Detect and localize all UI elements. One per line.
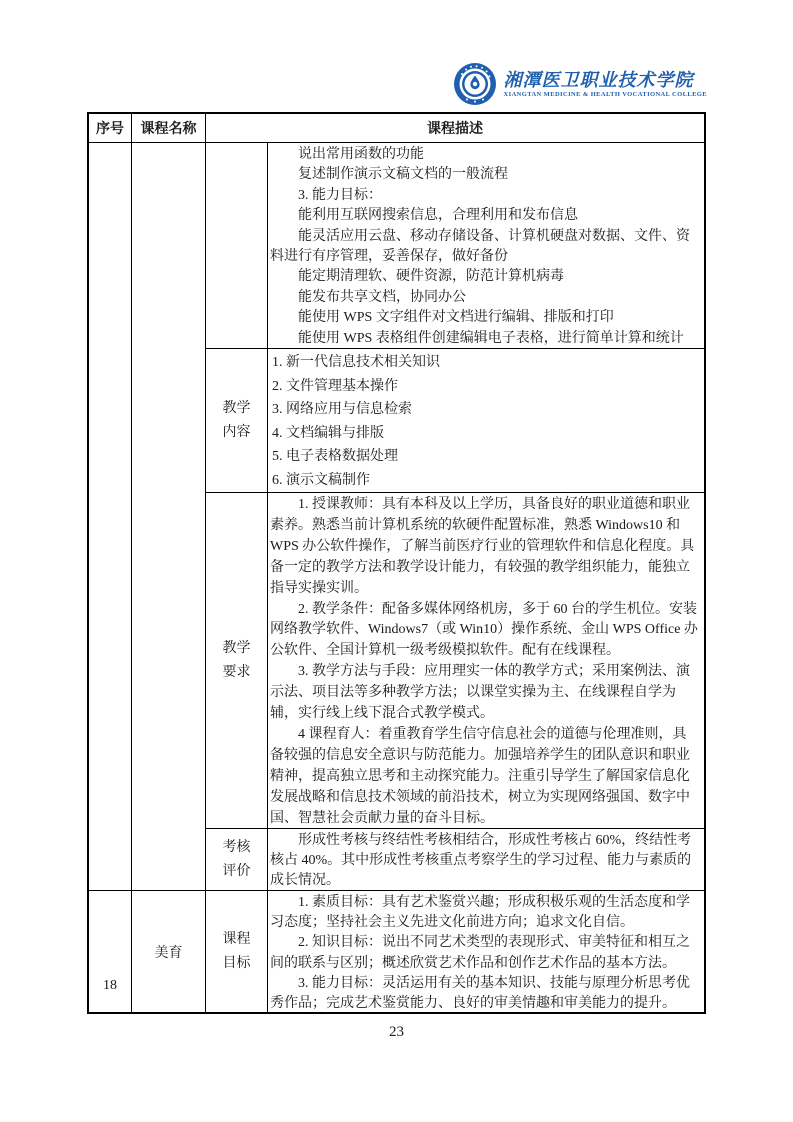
paragraph: 1. 授课教师：具有本科及以上学历，具备良好的职业道德和职业素养。熟悉当前计算机系统的软硬件配置标准，熟悉 Windows10 和 WPS 办公软件操作，了解当前医疗行业的管理软件和信息化程度。具备一定的教学方法和教学设计能力，有较强的教学组织能力，能独立指导实操实训。	[270, 497, 695, 596]
paragraph: 能灵活应用云盘、移动存储设备、计算机硬盘对数据、文件、资料进行有序管理，妥善保存，做好备份	[270, 228, 690, 265]
list-item: 5. 电子表格数据处理	[272, 449, 398, 465]
section-label-text: 教学要求	[222, 640, 251, 680]
college-name-chinese: 湘潭医卫职业技术学院	[503, 69, 694, 90]
college-name-english: XIANGTAN MEDICINE & HEALTH VOCATIONAL COLLEGE	[503, 90, 707, 98]
section-label-text: 考核评价	[222, 839, 251, 879]
course-desc-cell	[206, 891, 704, 1012]
assessment-body	[268, 829, 704, 890]
paragraph: 说出常用函数的功能	[298, 147, 424, 162]
section-goals-continued	[206, 143, 704, 348]
table-row-17-continued	[89, 143, 704, 890]
paragraph: 4 课程育人：着重教育学生信守信息社会的道德与伦理准则，具备较强的信息安全意识与防范能力。加强培养学生的团队意识和职业精神，提高独立思考和主动探究能力。注重引导学生了解国家信息化发展战略和信息技术领域的前沿技术，树立为实现网络强国、数字中国、智慧社会贡献力量的奋斗目标。	[270, 726, 690, 826]
paragraph: 能定期清理软、硬件资源，防范计算机病毒	[298, 269, 564, 285]
list-item: 1. 新一代信息技术相关知识	[272, 355, 440, 370]
section-label-empty	[206, 143, 268, 348]
list-item: 4. 文档编辑与排版	[272, 425, 384, 441]
section-goals-content	[268, 143, 704, 348]
section-label-course-goal	[206, 891, 268, 1012]
paragraph: 2. 教学条件：配备多媒体网络机房，多于 60 台的学生机位。安装网络教学软件、Windows7（或 Win10）操作系统、金山 WPS Office 办公软件、全国计算机一级考级模拟软件。配有在线课程。	[270, 601, 698, 659]
teaching-require-body	[268, 493, 704, 828]
section-label-text: 教学内容	[222, 400, 251, 440]
section-label-teaching-content	[206, 349, 268, 492]
course-name-cell-meiyu: 美育	[132, 891, 206, 1012]
college-logo	[453, 62, 707, 106]
section-course-goal	[206, 891, 704, 1012]
section-teaching-require	[206, 492, 704, 828]
course-desc-cell	[206, 143, 704, 890]
list-item: 3. 网络应用与信息检索	[272, 402, 412, 418]
header-course-desc: 课程描述	[427, 122, 483, 137]
table-header-row	[89, 114, 704, 143]
seq-cell-empty	[89, 143, 132, 890]
paragraph: 能使用 WPS 文字组件对文档进行编辑、排版和打印	[298, 310, 614, 326]
list-item: 2. 文件管理基本操作	[272, 378, 398, 394]
course-goal-body	[268, 891, 704, 1012]
paragraph: 3. 教学方法与手段：应用理实一体的教学方式；采用案例法、演示法、项目法等多种教学方法；以课堂实操为主、在线课程自学为辅，实行线上线下混合式教学模式。	[270, 664, 690, 722]
section-label-assessment	[206, 829, 268, 890]
header-course-name: 课程名称	[132, 114, 206, 142]
paragraph: 复述制作演示文稿文档的一般流程	[298, 167, 508, 183]
course-name-cell-empty	[132, 143, 206, 890]
section-label-text: 课程目标	[222, 931, 251, 971]
header-seq: 序号	[89, 114, 132, 142]
list-item: 6. 演示文稿制作	[272, 472, 370, 488]
paragraph: 能发布共享文档，协同办公	[298, 289, 466, 305]
paragraph: 能使用 WPS 表格组件创建编辑电子表格，进行简单计算和统计	[298, 330, 684, 346]
section-assessment	[206, 828, 704, 890]
seq-cell-18: 18	[89, 891, 132, 1012]
page-number: 23	[389, 1024, 404, 1040]
paragraph: 形成性考核与终结性考核相结合，形成性考核占 60%，终结性考核占 40%。其中形成性考核重点考察学生的学习过程、能力与素质的成长情况。	[270, 833, 692, 888]
paragraph: 2. 知识目标：说出不同艺术类型的表现形式、审美特征和相互之间的联系与区别；概述欣赏艺术作品和创作艺术作品的基本方法。	[270, 935, 690, 971]
course-table	[87, 112, 706, 1014]
paragraph: 3. 能力目标：灵活运用有关的基本知识、技能与原理分析思考优秀作品；完成艺术鉴赏能力、良好的审美情趣和审美能力的提升。	[270, 975, 690, 1012]
college-emblem-icon	[453, 62, 497, 106]
paragraph: 1. 素质目标：具有艺术鉴赏兴趣；形成积极乐观的生活态度和学习态度；坚持社会主义先进文化前进方向；追求文化自信。	[270, 895, 690, 931]
paragraph: 能利用互联网搜索信息，合理利用和发布信息	[298, 208, 578, 224]
section-teaching-content	[206, 348, 704, 492]
table-row-18	[89, 890, 704, 1012]
teaching-content-body	[268, 349, 704, 492]
college-name	[504, 70, 707, 99]
section-label-teaching-require	[206, 493, 268, 828]
paragraph: 3. 能力目标：	[298, 187, 382, 203]
